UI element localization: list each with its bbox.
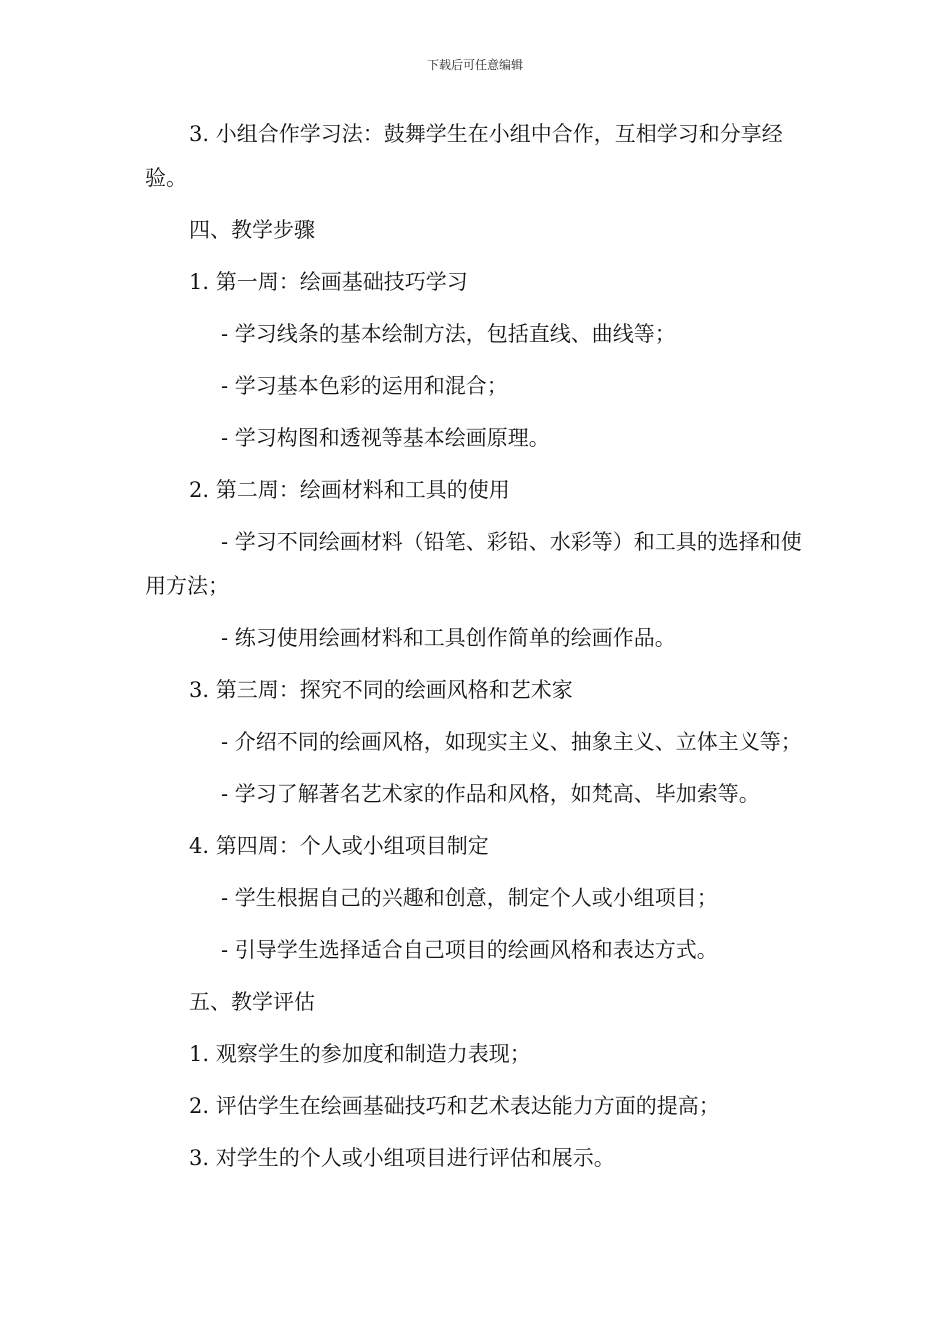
evaluation-item: 2. 评估学生在绘画基础技巧和艺术表达能力方面的提高； [189,1094,720,1118]
step-week-3: 3. 第三周：探究不同的绘画风格和艺术家 [189,678,573,702]
step-week-2: 2. 第二周：绘画材料和工具的使用 [189,478,510,502]
list-item: - 介绍不同的绘画风格，如现实主义、抽象主义、立体主义等； [221,730,802,754]
list-item: - 学生根据自己的兴趣和创意，制定个人或小组项目； [221,886,718,910]
section-heading-steps: 四、教学步骤 [189,218,315,242]
list-item: - 学习了解著名艺术家的作品和风格，如梵高、毕加索等。 [221,782,760,806]
page-header: 下载后可任意编辑 [426,58,523,72]
step-week-1: 1. 第一周：绘画基础技巧学习 [189,270,468,294]
list-item: - 练习使用绘画材料和工具创作简单的绘画作品。 [221,626,676,650]
list-item: - 学习构图和透视等基本绘画原理。 [221,426,550,450]
list-item: - 学习基本色彩的运用和混合； [221,374,508,398]
document-body [145,112,810,1188]
evaluation-item: 3. 对学生的个人或小组项目进行评估和展示。 [189,1146,615,1170]
list-item: - 学习不同绘画材料（铅笔、彩铅、水彩等）和工具的选择和使用方法； [145,530,802,598]
paragraph-method-3: 3. 小组合作学习法：鼓舞学生在小组中合作，互相学习和分享经验。 [145,122,783,190]
section-heading-evaluation: 五、教学评估 [189,990,315,1014]
step-week-4: 4. 第四周：个人或小组项目制定 [189,834,489,858]
list-item: - 学习线条的基本绘制方法，包括直线、曲线等； [221,322,676,346]
evaluation-item: 1. 观察学生的参加度和制造力表现； [189,1042,531,1066]
list-item: - 引导学生选择适合自己项目的绘画风格和表达方式。 [221,938,718,962]
